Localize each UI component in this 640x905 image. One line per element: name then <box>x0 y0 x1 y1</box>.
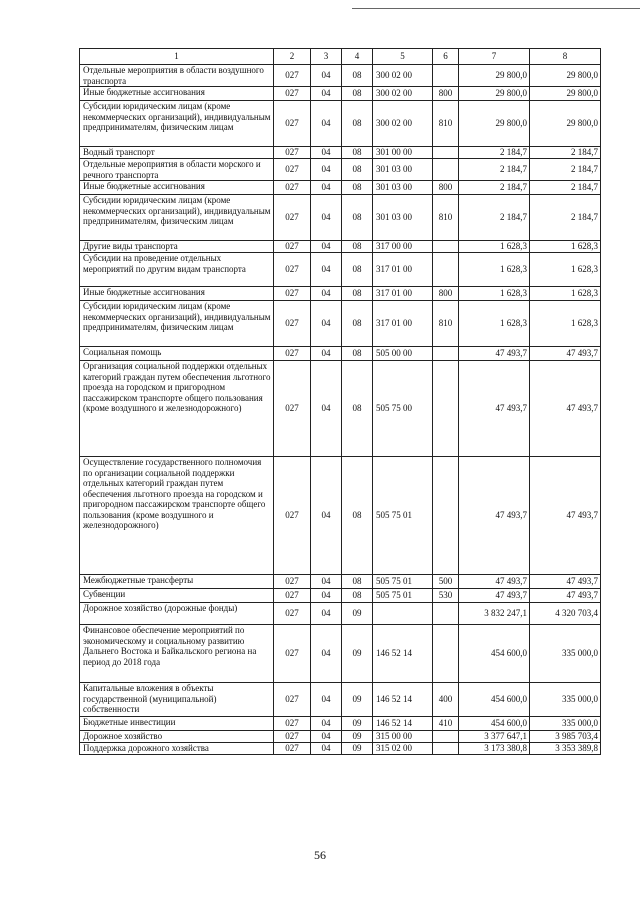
row-name: Дорожное хозяйство <box>80 731 274 743</box>
code-target: 505 75 00 <box>373 361 433 457</box>
row-name: Межбюджетные трансферты <box>80 575 274 589</box>
code-subsection: 08 <box>342 253 373 287</box>
row-name: Иные бюджетные ассигнования <box>80 181 274 195</box>
amount-year-2: 335 000,0 <box>530 683 601 717</box>
code-ministry: 027 <box>274 717 311 731</box>
table-row <box>80 65 601 87</box>
amount-year-2: 47 493,7 <box>530 457 601 575</box>
code-ministry: 027 <box>274 625 311 683</box>
row-name: Иные бюджетные ассигнования <box>80 87 274 101</box>
code-target: 505 00 00 <box>373 347 433 361</box>
code-section: 04 <box>311 361 342 457</box>
code-target: 146 52 14 <box>373 625 433 683</box>
code-expense-type <box>433 159 459 181</box>
table-row <box>80 625 601 683</box>
amount-year-1: 29 800,0 <box>459 87 530 101</box>
code-expense-type <box>433 361 459 457</box>
row-name: Другие виды транспорта <box>80 241 274 253</box>
amount-year-2: 335 000,0 <box>530 717 601 731</box>
page-number: 56 <box>314 848 326 862</box>
code-section: 04 <box>311 101 342 147</box>
code-ministry: 027 <box>274 65 311 87</box>
code-section: 04 <box>311 347 342 361</box>
amount-year-1: 47 493,7 <box>459 347 530 361</box>
code-ministry: 027 <box>274 195 311 241</box>
amount-year-2: 47 493,7 <box>530 347 601 361</box>
code-ministry: 027 <box>274 589 311 603</box>
amount-year-1: 2 184,7 <box>459 147 530 159</box>
code-section: 04 <box>311 457 342 575</box>
amount-year-1: 47 493,7 <box>459 575 530 589</box>
code-expense-type <box>433 253 459 287</box>
code-subsection: 08 <box>342 361 373 457</box>
table-row <box>80 717 601 731</box>
amount-year-1: 1 628,3 <box>459 287 530 301</box>
code-section: 04 <box>311 743 342 755</box>
row-name: Дорожное хозяйство (дорожные фонды) <box>80 603 274 625</box>
amount-year-1: 47 493,7 <box>459 589 530 603</box>
code-ministry: 027 <box>274 253 311 287</box>
amount-year-2: 2 184,7 <box>530 181 601 195</box>
code-ministry: 027 <box>274 683 311 717</box>
amount-year-1: 1 628,3 <box>459 241 530 253</box>
row-name: Водный транспорт <box>80 147 274 159</box>
code-expense-type <box>433 65 459 87</box>
row-name: Субсидии юридическим лицам (кроме некоммерческих организаций), индивидуальным предпринимателям, физическим лицам <box>80 101 274 147</box>
code-target: 315 00 00 <box>373 731 433 743</box>
code-ministry: 027 <box>274 87 311 101</box>
code-subsection: 08 <box>342 101 373 147</box>
code-subsection: 08 <box>342 301 373 347</box>
column-header: 3 <box>311 49 342 65</box>
code-target <box>373 603 433 625</box>
code-subsection: 08 <box>342 347 373 361</box>
table-row <box>80 101 601 147</box>
code-ministry: 027 <box>274 241 311 253</box>
amount-year-2: 1 628,3 <box>530 241 601 253</box>
amount-year-1: 454 600,0 <box>459 625 530 683</box>
table-row <box>80 731 601 743</box>
table-row <box>80 589 601 603</box>
row-name: Иные бюджетные ассигнования <box>80 287 274 301</box>
code-ministry: 027 <box>274 361 311 457</box>
row-name: Организация социальной поддержки отдельных категорий граждан путем обеспечения льготного проезда на городском и пригородном пассажирском транспорте общего пользования (кроме воздушного и железнодорожного) <box>80 361 274 457</box>
code-ministry: 027 <box>274 347 311 361</box>
code-target: 146 52 14 <box>373 683 433 717</box>
code-expense-type: 810 <box>433 301 459 347</box>
code-target: 300 02 00 <box>373 65 433 87</box>
code-section: 04 <box>311 625 342 683</box>
amount-year-2: 335 000,0 <box>530 625 601 683</box>
column-header: 1 <box>80 49 274 65</box>
column-header: 5 <box>373 49 433 65</box>
code-target: 317 00 00 <box>373 241 433 253</box>
table-header-row <box>80 49 601 65</box>
code-expense-type: 810 <box>433 195 459 241</box>
table-row <box>80 361 601 457</box>
code-target: 505 75 01 <box>373 589 433 603</box>
table-row <box>80 181 601 195</box>
code-expense-type <box>433 241 459 253</box>
code-subsection: 08 <box>342 575 373 589</box>
code-expense-type <box>433 457 459 575</box>
row-name: Отдельные мероприятия в области морского и речного транспорта <box>80 159 274 181</box>
code-ministry: 027 <box>274 457 311 575</box>
table-row <box>80 347 601 361</box>
code-expense-type: 810 <box>433 101 459 147</box>
code-section: 04 <box>311 589 342 603</box>
row-name: Бюджетные инвестиции <box>80 717 274 731</box>
amount-year-1: 47 493,7 <box>459 361 530 457</box>
amount-year-1: 2 184,7 <box>459 181 530 195</box>
code-section: 04 <box>311 195 342 241</box>
amount-year-1: 3 832 247,1 <box>459 603 530 625</box>
row-name: Финансовое обеспечение мероприятий по экономическому и социальному развитию Дальнего Востока и Байкальского региона на период до 2018 года <box>80 625 274 683</box>
code-target: 317 01 00 <box>373 301 433 347</box>
table-row <box>80 287 601 301</box>
code-expense-type <box>433 347 459 361</box>
code-section: 04 <box>311 253 342 287</box>
code-subsection: 08 <box>342 159 373 181</box>
code-subsection: 09 <box>342 731 373 743</box>
code-expense-type <box>433 743 459 755</box>
code-subsection: 09 <box>342 683 373 717</box>
amount-year-2: 29 800,0 <box>530 87 601 101</box>
row-name: Субсидии юридическим лицам (кроме некоммерческих организаций), индивидуальным предпринимателям, физическим лицам <box>80 195 274 241</box>
code-expense-type <box>433 147 459 159</box>
code-ministry: 027 <box>274 603 311 625</box>
table-row <box>80 87 601 101</box>
code-subsection: 08 <box>342 65 373 87</box>
column-header: 7 <box>459 49 530 65</box>
code-subsection: 08 <box>342 589 373 603</box>
row-name: Поддержка дорожного хозяйства <box>80 743 274 755</box>
code-target: 146 52 14 <box>373 717 433 731</box>
amount-year-2: 2 184,7 <box>530 147 601 159</box>
code-expense-type <box>433 625 459 683</box>
column-header: 4 <box>342 49 373 65</box>
amount-year-2: 4 320 703,4 <box>530 603 601 625</box>
code-target: 300 02 00 <box>373 101 433 147</box>
code-section: 04 <box>311 147 342 159</box>
amount-year-2: 47 493,7 <box>530 575 601 589</box>
code-ministry: 027 <box>274 743 311 755</box>
code-subsection: 08 <box>342 287 373 301</box>
code-section: 04 <box>311 159 342 181</box>
amount-year-1: 454 600,0 <box>459 717 530 731</box>
code-expense-type: 410 <box>433 717 459 731</box>
table-row <box>80 457 601 575</box>
code-subsection: 09 <box>342 717 373 731</box>
row-name: Отдельные мероприятия в области воздушного транспорта <box>80 65 274 87</box>
code-ministry: 027 <box>274 287 311 301</box>
code-subsection: 08 <box>342 87 373 101</box>
code-expense-type: 800 <box>433 87 459 101</box>
amount-year-1: 3 173 380,8 <box>459 743 530 755</box>
top-rule <box>352 8 640 9</box>
table-row <box>80 743 601 755</box>
code-target: 301 03 00 <box>373 181 433 195</box>
code-subsection: 08 <box>342 457 373 575</box>
code-ministry: 027 <box>274 101 311 147</box>
code-ministry: 027 <box>274 731 311 743</box>
row-name: Капитальные вложения в объекты государственной (муниципальной) собственности <box>80 683 274 717</box>
code-target: 301 00 00 <box>373 147 433 159</box>
code-expense-type <box>433 731 459 743</box>
table-row <box>80 575 601 589</box>
row-name: Социальная помощь <box>80 347 274 361</box>
amount-year-2: 47 493,7 <box>530 589 601 603</box>
code-ministry: 027 <box>274 301 311 347</box>
table-row <box>80 241 601 253</box>
row-name: Субвенции <box>80 589 274 603</box>
code-target: 505 75 01 <box>373 575 433 589</box>
column-header: 2 <box>274 49 311 65</box>
code-section: 04 <box>311 181 342 195</box>
amount-year-1: 2 184,7 <box>459 159 530 181</box>
amount-year-2: 2 184,7 <box>530 159 601 181</box>
column-header: 6 <box>433 49 459 65</box>
amount-year-2: 1 628,3 <box>530 301 601 347</box>
code-target: 300 02 00 <box>373 87 433 101</box>
amount-year-2: 2 184,7 <box>530 195 601 241</box>
amount-year-1: 3 377 647,1 <box>459 731 530 743</box>
code-section: 04 <box>311 683 342 717</box>
table-row <box>80 147 601 159</box>
code-expense-type <box>433 603 459 625</box>
code-target: 315 02 00 <box>373 743 433 755</box>
amount-year-2: 47 493,7 <box>530 361 601 457</box>
code-ministry: 027 <box>274 147 311 159</box>
amount-year-1: 29 800,0 <box>459 101 530 147</box>
code-section: 04 <box>311 65 342 87</box>
column-header: 8 <box>530 49 601 65</box>
code-expense-type: 800 <box>433 287 459 301</box>
code-target: 301 03 00 <box>373 195 433 241</box>
amount-year-2: 3 985 703,4 <box>530 731 601 743</box>
amount-year-1: 47 493,7 <box>459 457 530 575</box>
row-name: Субсидии юридическим лицам (кроме некоммерческих организаций), индивидуальным предпринимателям, физическим лицам <box>80 301 274 347</box>
table-row <box>80 253 601 287</box>
table-row <box>80 683 601 717</box>
amount-year-2: 1 628,3 <box>530 253 601 287</box>
amount-year-2: 29 800,0 <box>530 65 601 87</box>
code-subsection: 08 <box>342 241 373 253</box>
code-subsection: 09 <box>342 625 373 683</box>
code-expense-type: 400 <box>433 683 459 717</box>
code-section: 04 <box>311 87 342 101</box>
code-section: 04 <box>311 301 342 347</box>
amount-year-2: 1 628,3 <box>530 287 601 301</box>
amount-year-2: 3 353 389,8 <box>530 743 601 755</box>
amount-year-1: 1 628,3 <box>459 253 530 287</box>
code-subsection: 09 <box>342 743 373 755</box>
table-row <box>80 301 601 347</box>
code-expense-type: 500 <box>433 575 459 589</box>
code-ministry: 027 <box>274 181 311 195</box>
row-name: Субсидии на проведение отдельных мероприятий по другим видам транспорта <box>80 253 274 287</box>
amount-year-1: 1 628,3 <box>459 301 530 347</box>
amount-year-1: 29 800,0 <box>459 65 530 87</box>
code-subsection: 08 <box>342 195 373 241</box>
code-ministry: 027 <box>274 575 311 589</box>
code-subsection: 08 <box>342 147 373 159</box>
code-target: 317 01 00 <box>373 287 433 301</box>
table-row <box>80 159 601 181</box>
code-target: 317 01 00 <box>373 253 433 287</box>
table-row <box>80 195 601 241</box>
amount-year-2: 29 800,0 <box>530 101 601 147</box>
code-target: 301 03 00 <box>373 159 433 181</box>
code-expense-type: 800 <box>433 181 459 195</box>
code-subsection: 09 <box>342 603 373 625</box>
amount-year-1: 454 600,0 <box>459 683 530 717</box>
code-target: 505 75 01 <box>373 457 433 575</box>
code-expense-type: 530 <box>433 589 459 603</box>
table-row <box>80 603 601 625</box>
row-name: Осуществление государственного полномочия по организации социальной поддержки отдельных категорий граждан путем обеспечения льготного проезда на городском и пригородном пассажирском транспорте общего пользования (кроме воздушного и железнодорожного) <box>80 457 274 575</box>
code-section: 04 <box>311 717 342 731</box>
code-subsection: 08 <box>342 181 373 195</box>
code-section: 04 <box>311 241 342 253</box>
amount-year-1: 2 184,7 <box>459 195 530 241</box>
code-section: 04 <box>311 287 342 301</box>
code-section: 04 <box>311 731 342 743</box>
code-ministry: 027 <box>274 159 311 181</box>
code-section: 04 <box>311 575 342 589</box>
budget-table <box>79 48 601 755</box>
code-section: 04 <box>311 603 342 625</box>
